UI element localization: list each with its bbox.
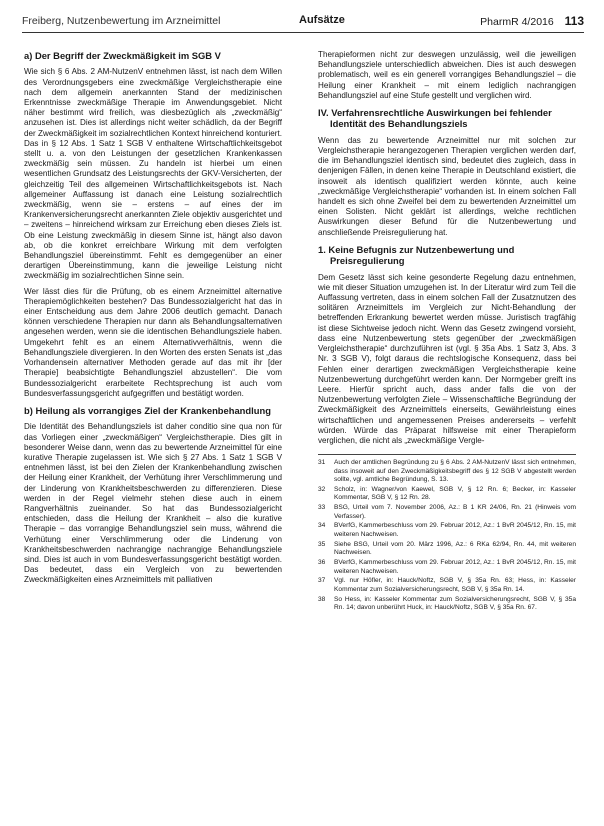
section-b-paragraph-1: Die Identität des Behandlungsziels ist daher conditio sine qua non für das Vorliegen einer „zweckmäßigen“ Vergleichstherapie. Dies gilt in besonderer Weise dann, wenn das zu bewertende Arzneimittel für eine kurative Therapie zugelassen ist. Wie sich § 27 Abs. 1 Satz 1 SGB V entnehmen lässt, ist bei den Zielen der Krankenbehandlung zwischen der Heilung einer Krankheit, der Verhütung ihrer Verschlimmerung und der Linderung von Krankheitsbeschwerden zu differenzieren. Diese werden in der Regel vielmehr stehen diese auch in einem Rangverhältnis zueinander. So hat das Bundessozialgericht entschieden, dass die Heilung der Krankheit – also die kurative Therapie – das vorrangige Behandlungsziel sein muss, während die Verhütung einer Verschlimmerung oder die Linderung von Krankheitsbeschwerden nachrangige nachrangige Behandlungsziele sind. Dies ist auch in vom Bundesverfassungsgericht bestätigt worden. Das bedeutet, dass ein Vergleich von zu bewertenden Zweckmäßigkeiten eines Arzneimittels mit palliativen <box>24 422 282 585</box>
header-journal-info <box>480 14 584 28</box>
section-1-heading: 1. Keine Befugnis zur Nutzenbewertung und Preisregulierung <box>318 243 515 267</box>
footnote <box>318 459 576 484</box>
footnote-number: 34 <box>318 522 326 530</box>
running-header <box>22 12 584 33</box>
footnote-text: BVerfG, Kammerbeschluss vom 29. Februar 2012, Az.: 1 BvR 2045/12, Rn. 15, mit weiteren Nachweisen. <box>334 522 576 538</box>
section-b-heading: b) Heilung als vorrangiges Ziel der Krankenbehandlung <box>24 404 271 416</box>
footnote <box>318 559 576 576</box>
footnote <box>318 596 576 613</box>
footnote-text: Scholz, in: Wagner/von Kaewel, SGB V, § 12 Rn. 6; Becker, in: Kasseler Kommentar, SGB V, § 12 Rn. 28. <box>334 485 576 502</box>
section-a-paragraph-2: Wer lässt dies für die Prüfung, ob es einem Arzneimittel alternative Therapiemöglichkeiten bestehen? Das Bundessozialgericht hat das in einer Entscheidung aus dem Jahre 2006 deutlich gemacht. Danach können verschiedene Therapien nur dann als Behandlungsalternativen angesehen werden, wenn sie die identischen Behandlungsziele haben. Umgekehrt fehlt es an einem Alternativverhältnis, wenn die Behandlungsziele divergieren. In den Worten des ersten Senats ist „das Vorhandensein alternativer Methoden gerade auf das mit ihr [der Therapie] beabsichtigte Behandlungsziel abzustellen“. Die vom Bundessozialgericht erarbeitete Rechtsprechung ist auch vom Bundesverfassungsgericht aufgegriffen und bestätigt worden. <box>24 286 282 398</box>
footnote-number: 35 <box>318 540 326 548</box>
footnote-text: BSG, Urteil vom 7. November 2006, Az.: B 1 KR 24/06, Rn. 21 (Hinweis vom Verfasser). <box>334 504 576 520</box>
section-1-paragraph: Dem Gesetz lässt sich keine gesonderte Regelung dazu entnehmen, wie mit dieser Situation umzugehen ist. In der Literatur wird zum Teil die Auffassung vertreten, dass in einem solchen Fall der Zusatznutzen des solitären Arzneimittels im Vergleich zur Nicht-Behandlung der betreffenden Erkrankung bewertet werden müsse. Juristisch tragfähig ist diese Sichtweise jedoch nicht. Wenn das Gesetz zwingend vorsieht, dass eine Nutzenbewertung stets gegenüber der „zweckmäßigen Vergleichstherapie“ durchzuführen ist (vgl. § 35a Abs. 1 Satz 3, Abs. 3 Nr. 3 SGB V), folgt daraus die rechtslogische Konsequenz, dass bei Fehlen einer derartigen zweckmäßigen Vergleichstherapie keine Nutzenbewertung durchgeführt werden kann. Der Normgeber greift ins Leere. Hierfür spricht auch, dass ander falls die von der Nutzenbewertung verfolgten Ziele – Wissenschaftliche Begründung der Zweckmäßigkeit des Arzneimittels einerseits, Gewährleistung eines wirtschaftlichen und angemessenen Preises andererseits – verfehlt würden. Würde das Präparat hilfsweise mit einer Therapieform verglichen, die nicht als „zweckmäßige Vergle- <box>318 272 576 445</box>
footnote-number: 33 <box>318 504 326 512</box>
footnote-text: Auch der amtlichen Begründung zu § 6 Abs. 2 AM-NutzenV lässt sich entnehmen, dass insoweit auf den Zweckmäßigkeitsbegriff des § 12 SGB V abgestellt werden sollte, vgl. amtliche Begründung, S. 13. <box>334 459 576 483</box>
left-column <box>24 50 282 591</box>
footnotes <box>318 454 576 612</box>
footnote-text: BVerfG, Kammerbeschluss vom 29. Februar 2012, Az.: 1 BvR 2045/12, Rn. 15, mit weiteren Nachweisen. <box>334 559 576 575</box>
footnote-number: 38 <box>318 595 326 603</box>
footnote <box>318 522 576 539</box>
footnote <box>318 504 576 521</box>
footnote-number: 32 <box>318 485 326 493</box>
section-a-paragraph-1: Wie sich § 6 Abs. 2 AM-NutzenV entnehmen lässt, ist nach dem Willen des Verordnungsgebers eine zweckmäßige Vergleichstherapie eine nach dem allgemein anerkannten Stand der medizinischen Erkenntnisse zweckmäßige Therapie im Anwendungsgebiet. Nicht näher bestimmt wird freilich, was diesbezüglich als „zweckmäßig“ anzusehen ist. Dies ist allerdings nicht weiter schädlich, da der Begriff der Zweckmäßigkeit im sozialrechtlichen Kontext hinreichend konturiert. Das in § 12 Abs. 1 Satz 1 SGB V enthaltene Wirtschaftlichkeitsgebot stellt u. a. von den Leistungen der gesetzlichen Krankenkassen zweckmäßig sein müssen. Zu handeln ist hierbei um einen wesentlichen Grundsatz des Leistungsrechts der GKV-Versicherten, der gleichzeitig Teil des allgemeinen Wirtschaftlichkeitsgebots ist. Nach allgemeiner Auffassung ist danach eine Leistung sozialrechtlich zweckmäßig, wenn sie – erstens – auf eines der im Krankenversicherungsrecht anerkannten Ziele objektiv ausgerichtet und – zweitens – hinreichend wirksam zur Erreichung eben dieses Ziels ist. Ob eine Leistung zweckmäßig in diesem Sinne ist, hängt also davon ab, ob die konkret erreichbare Wirkung mit dem verfolgten Behandlungsziel übereinstimmt. Fehlt es demgegenüber an einer derartigen Übereinstimmung, kann die jeweilige Leistung nicht zweckmäßig im sozialrechtlichen Sinne sein. <box>24 67 282 281</box>
header-journal: PharmR 4/2016 <box>480 16 554 28</box>
footnote-number: 31 <box>318 459 326 467</box>
footnote-text: Vgl. nur Höfler, in: Hauck/Noftz, SGB V, § 35a Rn. 63; Hess, in: Kasseler Kommentar zum Sozialversicherungsrecht, SGB V, § 35a Rn. 14. <box>334 577 576 593</box>
section-iv-heading: IV. Verfahrensrechtliche Auswirkungen bei fehlender Identität des Behandlungsziels <box>318 107 552 130</box>
footnote-number: 37 <box>318 577 326 585</box>
section-a-heading: a) Der Begriff der Zweckmäßigkeit im SGB V <box>24 50 221 61</box>
header-section: Aufsätze <box>299 14 345 26</box>
page-number: 113 <box>564 14 584 28</box>
continuation-paragraph: Therapieformen nicht zur deswegen unzulässig, weil die jeweiligen Behandlungsziele unterschiedlich abweichen. Dies ist auch deswegen problematisch, weil es ein generell vorrangiges Behandlungsziel – die Heilung einer Krankheit – mit einem lediglich nachrangigen Behandlungsziel auf eine Stufe gestellt und verglichen wird. <box>318 50 576 100</box>
footnote <box>318 486 576 503</box>
footnote <box>318 541 576 558</box>
footnote-number: 36 <box>318 559 326 567</box>
footnote-text: Siehe BSG, Urteil vom 20. März 1996, Az.: 6 RKa 62/94, Rn. 44, mit weiteren Nachweisen. <box>334 540 576 557</box>
footnote <box>318 577 576 594</box>
header-author-title: Freiberg, Nutzenbewertung im Arzneimittel <box>22 15 221 27</box>
section-iv-paragraph: Wenn das zu bewertende Arzneimittel nur mit solchen zur Vergleichstherapie herangezogenen Therapien verglichen werden darf, die im Behandlungsziel identisch sind, bedeutet dies zugleich, dass in denjenigen Fällen, in denen keine Therapie in Deutschland existiert, die insoweit als identisch qualifiziert werden könnte, auch keine „zweckmäßige Vergleichstherapie“ vorhanden ist. In einem solchen Fall handelt es sich ohne Zweifel bei dem zu bewertenden Arzneimittel um einen Solisten. Nicht geklärt ist allerdings, welche rechtlichen Auswirkungen dieser Befund für die Nutzenbewertung und anschließende Preisregulierung hat. <box>318 135 576 237</box>
right-column <box>318 50 576 614</box>
footnote-text: So Hess, in: Kasseler Kommentar zum Sozialversicherungsrecht, SGB V, § 35a Rn. 14; davon unberührt Huck, in: Hauck/Noftz, SGB V, § 35a Rn. 67. <box>334 595 576 612</box>
